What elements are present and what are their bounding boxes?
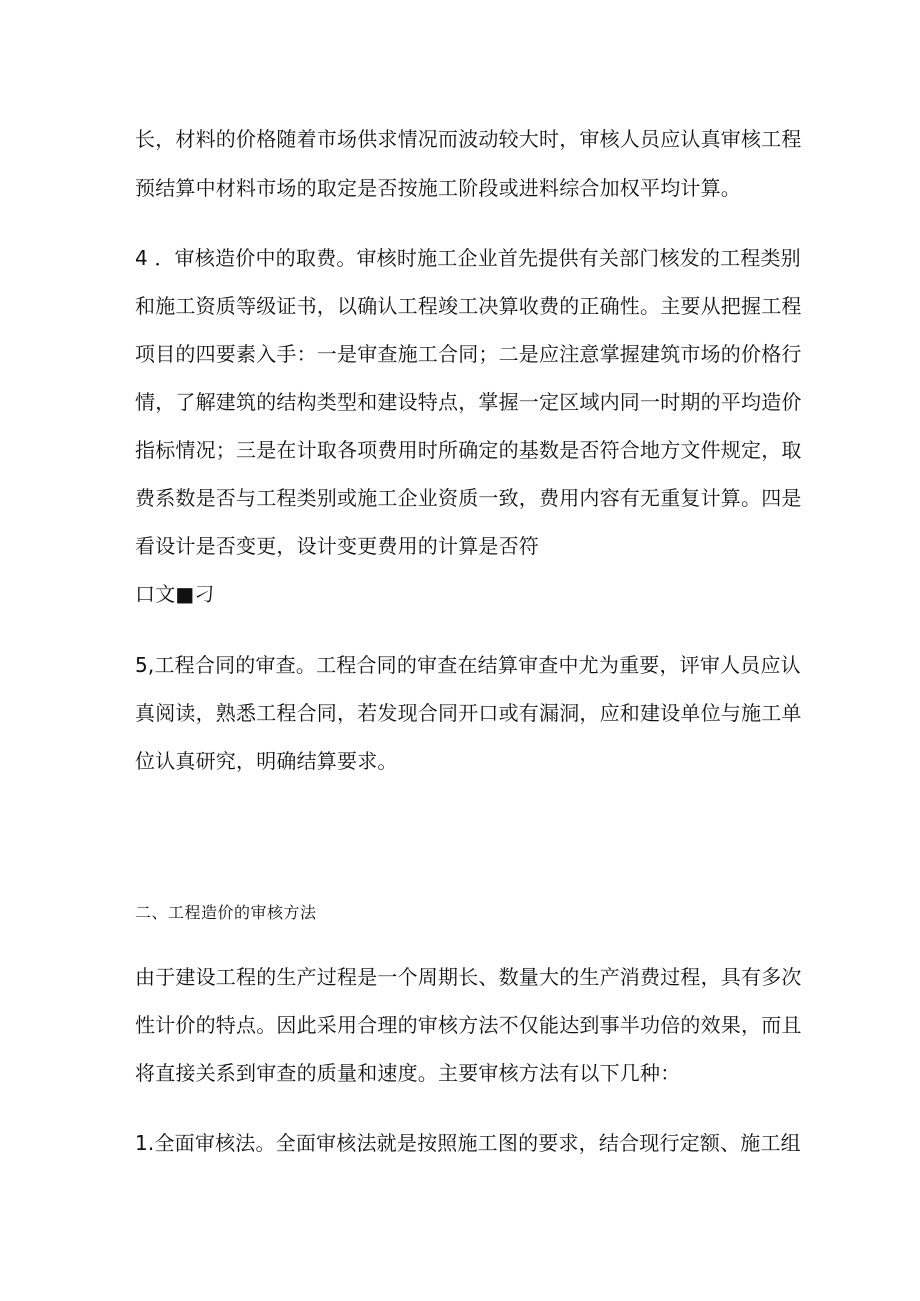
paragraph-2-line-5: 指标情况；三是在计取各项费用时所确定的基数是否符合地方文件规定，取 — [135, 438, 802, 462]
paragraph-4-line-2: 性计价的特点。因此采用合理的审核方法不仅能达到事半功倍的效果，而且 — [135, 1013, 802, 1037]
paragraph-2-line-4: 情，了解建筑的结构类型和建设特点，掌握一定区域内同一时期的平均造价 — [135, 390, 802, 414]
paragraph-3-line-1: 5,工程合同的审查。工程合同的审查在结算审查中尤为重要，评审人员应认 — [135, 653, 801, 677]
section-heading: 二、工程造价的审核方法 — [135, 903, 317, 922]
paragraph-2-line-2: 和施工资质等级证书，以确认工程竣工决算收费的正确性。主要从把握工程 — [135, 294, 802, 318]
paragraph-2-line-7: 看设计是否变更，设计变更费用的计算是否符 — [135, 534, 539, 558]
paragraph-2-line-6: 费系数是否与工程类别或施工企业资质一致，费用内容有无重复计算。四是 — [135, 486, 802, 510]
paragraph-1-line-2: 预结算中材料市场的取定是否按施工阶段或进料综合加权平均计算。 — [135, 176, 741, 200]
paragraph-1-line-1: 长，材料的价格随着市场供求情况而波动较大时，审核人员应认真审核工程 — [135, 127, 802, 151]
paragraph-3-line-3: 位认真研究，明确结算要求。 — [135, 749, 398, 773]
paragraph-3-line-2: 真阅读，熟悉工程合同，若发现合同开口或有漏洞，应和建设单位与施工单 — [135, 701, 802, 725]
paragraph-5-line-1: 1.全面审核法。全面审核法就是按照施工图的要求，结合现行定额、施工组 — [135, 1131, 801, 1155]
paragraph-2-line-1: 4 ．审核造价中的取费。审核时施工企业首先提供有关部门核发的工程类别 — [135, 246, 801, 270]
paragraph-2-fragment: 口文■刁 — [135, 582, 215, 606]
paragraph-4-line-3: 将直接关系到审查的质量和速度。主要审核方法有以下几种： — [135, 1061, 681, 1085]
paragraph-4-line-1: 由于建设工程的生产过程是一个周期长、数量大的生产消费过程，具有多次 — [135, 965, 802, 989]
paragraph-2-line-3: 项目的四要素入手：一是审查施工合同；二是应注意掌握建筑市场的价格行 — [135, 342, 802, 366]
